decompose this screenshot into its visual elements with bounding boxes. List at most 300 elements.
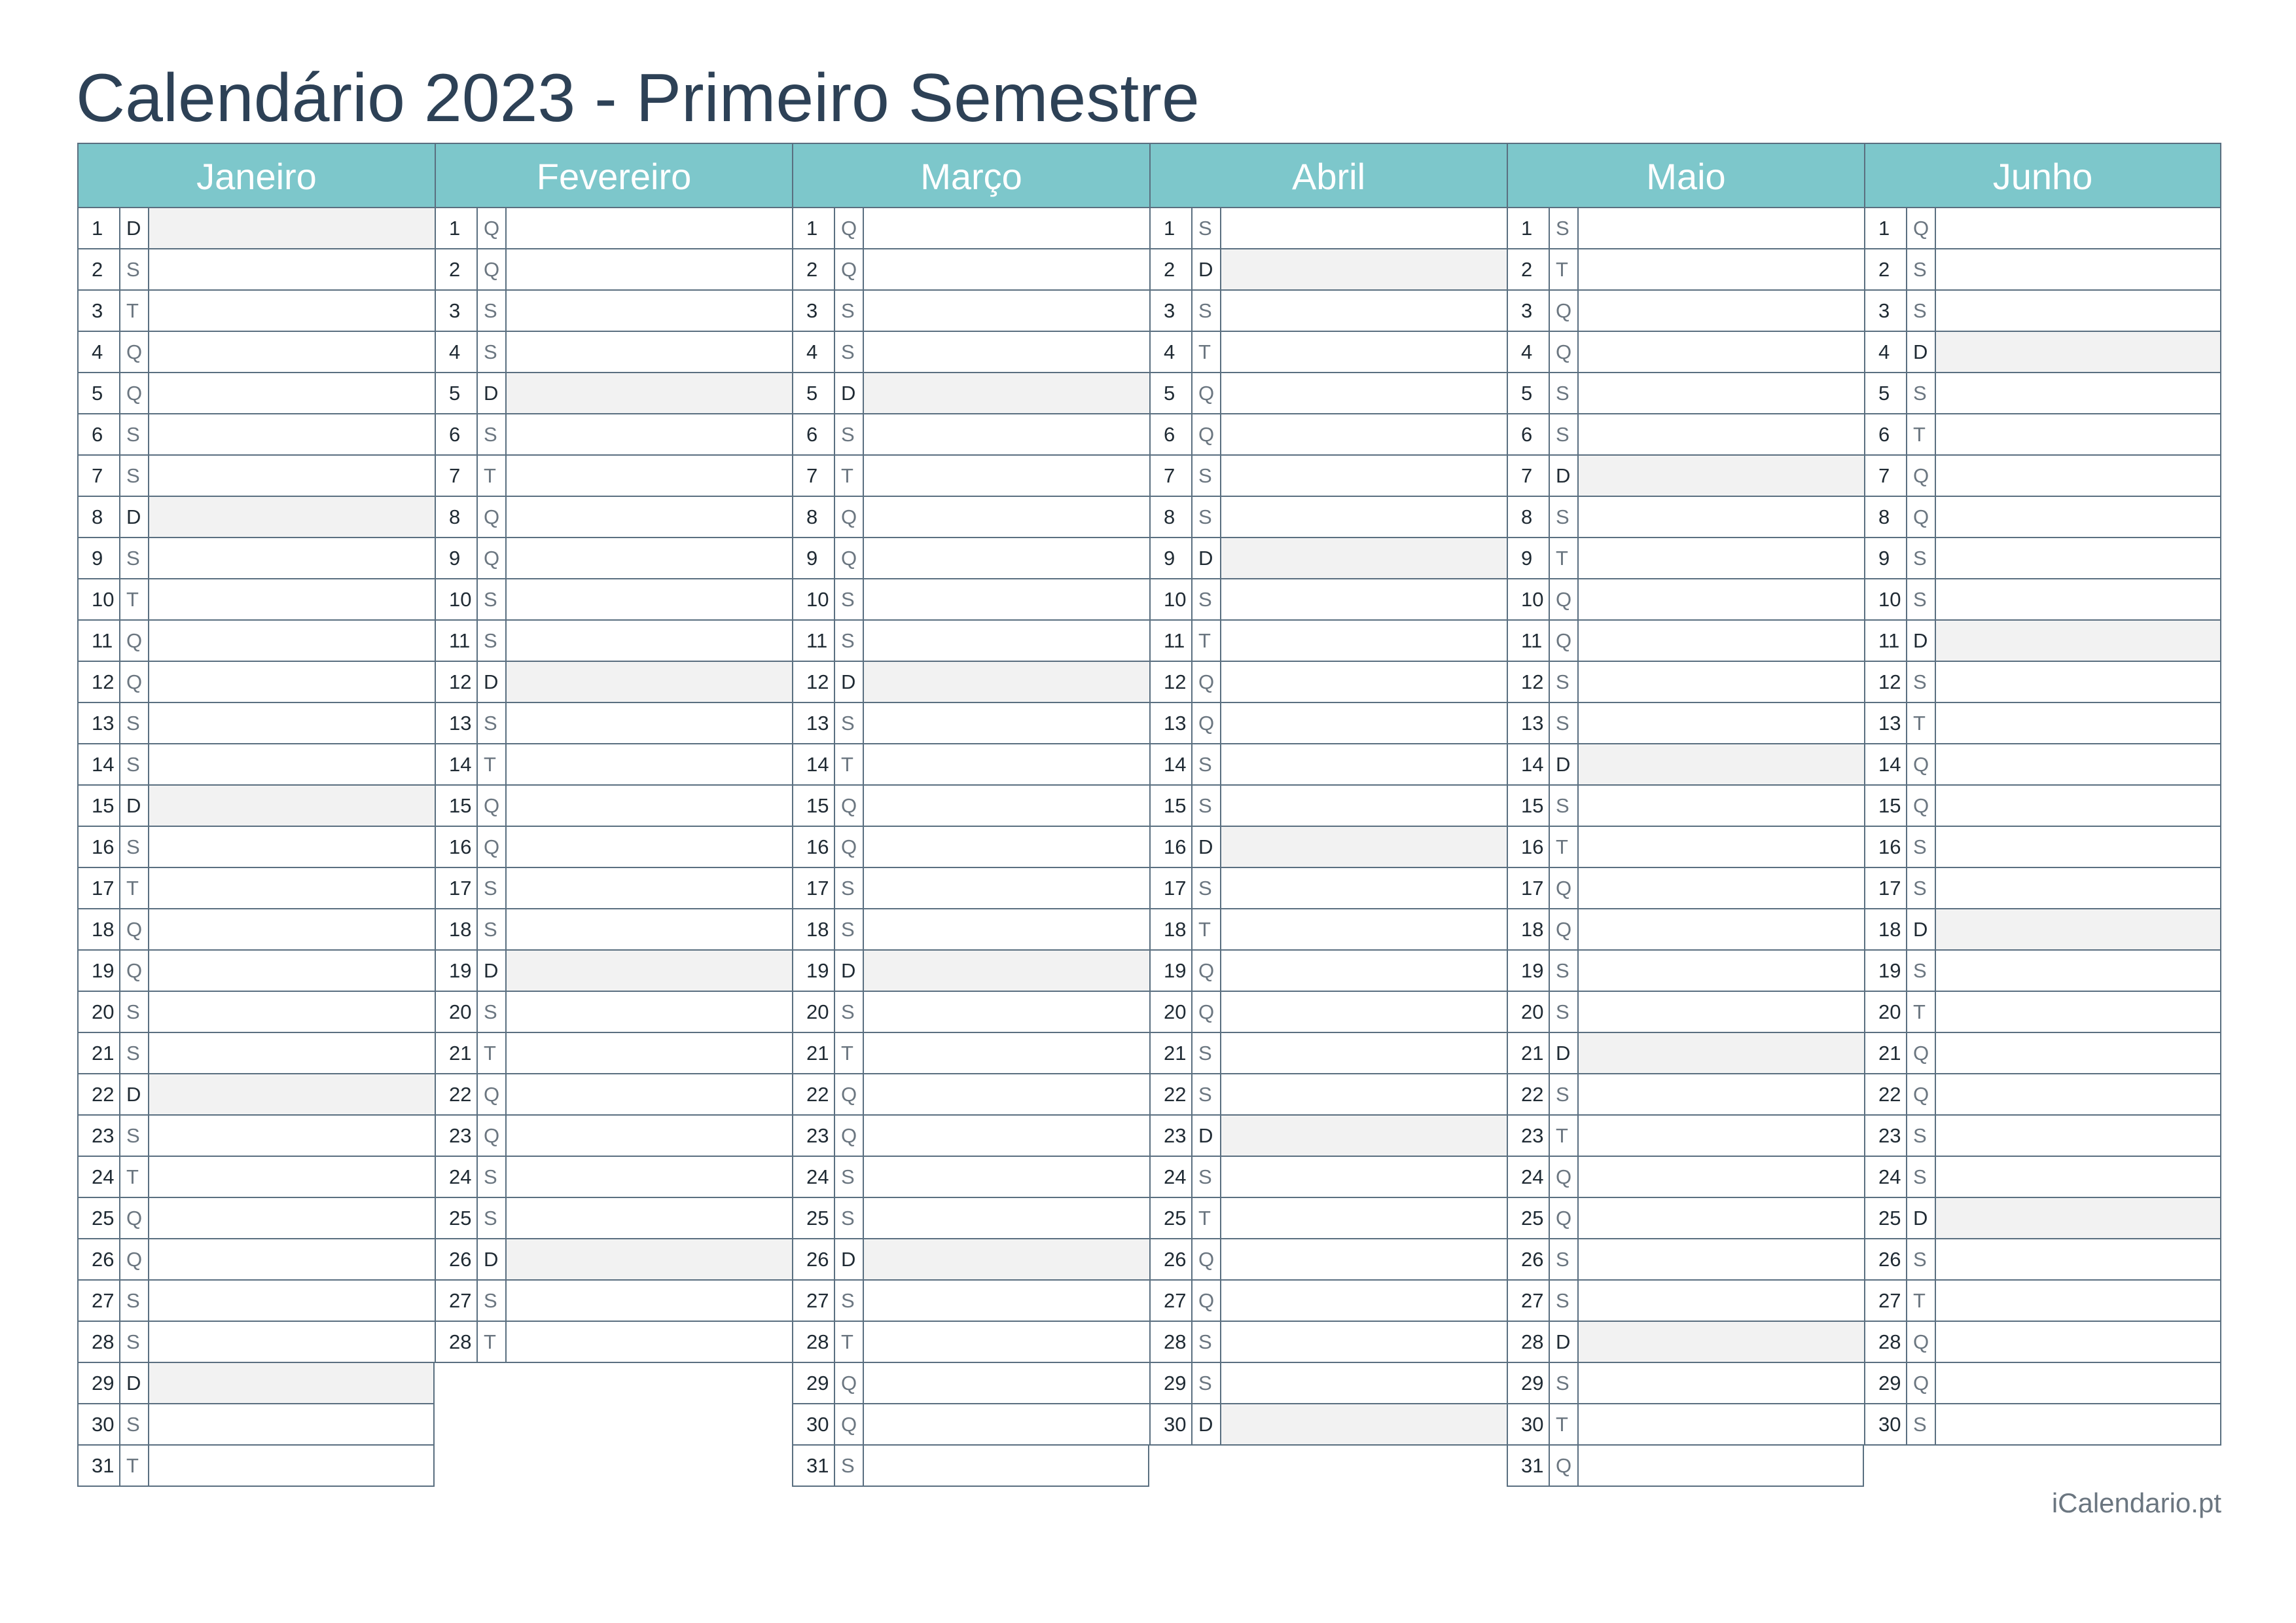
day-note-cell[interactable] — [1936, 291, 2220, 331]
day-note-cell[interactable] — [1579, 456, 1864, 496]
day-note-cell[interactable] — [864, 208, 1149, 248]
weekday-letter: S — [478, 868, 507, 908]
day-note-cell[interactable] — [507, 1157, 792, 1197]
day-note-cell[interactable] — [1579, 1116, 1864, 1156]
day-note-cell[interactable] — [507, 909, 792, 949]
day-number: 2 — [793, 249, 835, 289]
day-number: 9 — [1865, 538, 1907, 578]
month-column — [435, 143, 792, 1487]
day-note-cell[interactable] — [507, 456, 792, 496]
day-note-cell[interactable] — [864, 621, 1149, 661]
day-note-cell[interactable] — [1936, 868, 2220, 908]
day-number: 5 — [79, 373, 120, 413]
day-note-cell[interactable] — [507, 868, 792, 908]
day-note-cell[interactable] — [1936, 1074, 2220, 1114]
day-note-cell[interactable] — [1221, 1281, 1507, 1321]
weekday-letter: S — [1193, 1157, 1221, 1197]
day-note-cell[interactable] — [149, 786, 435, 826]
day-note-cell[interactable] — [1936, 1322, 2220, 1362]
day-number: 17 — [793, 868, 835, 908]
day-note-cell[interactable] — [149, 1198, 435, 1238]
day-note-cell[interactable] — [1221, 538, 1507, 578]
day-row — [792, 1404, 1149, 1446]
day-note-cell[interactable] — [1936, 909, 2220, 949]
day-number: 18 — [1508, 909, 1550, 949]
day-row — [435, 951, 792, 992]
day-note-cell[interactable] — [149, 621, 435, 661]
weekday-letter: S — [120, 992, 149, 1032]
day-note-cell[interactable] — [864, 827, 1149, 867]
day-note-cell[interactable] — [1936, 579, 2220, 619]
day-note-cell[interactable] — [149, 1363, 433, 1403]
day-row — [792, 662, 1149, 703]
day-number: 27 — [1865, 1281, 1907, 1321]
day-note-cell[interactable] — [149, 827, 435, 867]
day-note-cell[interactable] — [1221, 868, 1507, 908]
day-number: 6 — [1508, 414, 1550, 454]
day-note-cell[interactable] — [1936, 992, 2220, 1032]
day-row — [77, 249, 435, 291]
day-note-cell[interactable] — [1221, 414, 1507, 454]
day-note-cell[interactable] — [149, 1281, 435, 1321]
day-note-cell[interactable] — [1936, 249, 2220, 289]
day-note-cell[interactable] — [864, 662, 1149, 702]
weekday-letter: S — [1907, 951, 1936, 991]
weekday-letter: Q — [1193, 1239, 1221, 1279]
day-note-cell[interactable] — [1579, 497, 1864, 537]
day-note-cell[interactable] — [507, 1322, 792, 1362]
day-note-cell[interactable] — [149, 1116, 435, 1156]
day-note-cell[interactable] — [1936, 208, 2220, 248]
day-note-cell[interactable] — [864, 497, 1149, 537]
day-number: 29 — [793, 1363, 835, 1403]
day-note-cell[interactable] — [1221, 1116, 1507, 1156]
day-row — [435, 208, 792, 249]
day-note-cell[interactable] — [1221, 291, 1507, 331]
day-note-cell[interactable] — [864, 456, 1149, 496]
day-note-cell[interactable] — [1936, 1033, 2220, 1073]
day-number: 6 — [793, 414, 835, 454]
day-note-cell[interactable] — [1579, 1033, 1864, 1073]
day-note-cell[interactable] — [507, 744, 792, 784]
day-note-cell[interactable] — [507, 332, 792, 372]
day-note-cell[interactable] — [1221, 827, 1507, 867]
day-number: 29 — [1151, 1363, 1193, 1403]
day-note-cell[interactable] — [1221, 662, 1507, 702]
day-note-cell[interactable] — [1579, 1157, 1864, 1197]
day-note-cell[interactable] — [1579, 868, 1864, 908]
weekday-letter: S — [835, 1198, 864, 1238]
day-number: 23 — [793, 1116, 835, 1156]
day-note-cell[interactable] — [1221, 621, 1507, 661]
day-note-cell[interactable] — [149, 1446, 433, 1486]
day-note-cell[interactable] — [1221, 703, 1507, 743]
day-number: 25 — [793, 1198, 835, 1238]
day-note-cell[interactable] — [149, 456, 435, 496]
day-note-cell[interactable] — [864, 1322, 1149, 1362]
day-row — [1507, 1116, 1864, 1157]
weekday-letter: T — [120, 579, 149, 619]
day-note-cell[interactable] — [1936, 497, 2220, 537]
day-note-cell[interactable] — [507, 951, 792, 991]
weekday-letter: S — [1193, 579, 1221, 619]
day-note-cell[interactable] — [1936, 1157, 2220, 1197]
weekday-letter: S — [120, 1281, 149, 1321]
day-number: 12 — [436, 662, 478, 702]
day-note-cell[interactable] — [1579, 538, 1864, 578]
day-number: 31 — [1508, 1446, 1550, 1486]
day-number: 27 — [1508, 1281, 1550, 1321]
day-number: 25 — [1151, 1198, 1193, 1238]
day-note-cell[interactable] — [149, 662, 435, 702]
day-note-cell[interactable] — [507, 703, 792, 743]
day-note-cell[interactable] — [149, 1074, 435, 1114]
day-note-cell[interactable] — [1579, 579, 1864, 619]
month-header: Março — [792, 143, 1149, 208]
weekday-letter: S — [835, 621, 864, 661]
day-note-cell[interactable] — [1579, 1198, 1864, 1238]
day-row — [77, 703, 435, 744]
day-number: 16 — [1151, 827, 1193, 867]
day-number: 17 — [1151, 868, 1193, 908]
day-number: 19 — [1151, 951, 1193, 991]
day-note-cell[interactable] — [1221, 1322, 1507, 1362]
weekday-letter: T — [835, 456, 864, 496]
day-row — [435, 868, 792, 909]
day-row — [1507, 1074, 1864, 1116]
weekday-letter: S — [835, 703, 864, 743]
day-note-cell[interactable] — [1936, 1116, 2220, 1156]
day-number: 13 — [1508, 703, 1550, 743]
day-note-cell[interactable] — [1579, 992, 1864, 1032]
day-note-cell[interactable] — [1579, 1446, 1863, 1486]
day-note-cell[interactable] — [1221, 786, 1507, 826]
day-note-cell[interactable] — [864, 703, 1149, 743]
day-note-cell[interactable] — [149, 1157, 435, 1197]
day-note-cell[interactable] — [1936, 1239, 2220, 1279]
day-row — [435, 1116, 792, 1157]
day-note-cell[interactable] — [1936, 414, 2220, 454]
day-note-cell[interactable] — [864, 951, 1149, 991]
day-row — [1149, 373, 1507, 414]
day-note-cell[interactable] — [507, 992, 792, 1032]
day-note-cell[interactable] — [1579, 208, 1864, 248]
day-note-cell[interactable] — [864, 1198, 1149, 1238]
day-note-cell[interactable] — [149, 868, 435, 908]
day-note-cell[interactable] — [1936, 1404, 2220, 1444]
day-row — [77, 1281, 435, 1322]
day-note-cell[interactable] — [864, 373, 1149, 413]
day-number: 4 — [79, 332, 120, 372]
day-number: 8 — [79, 497, 120, 537]
day-note-cell[interactable] — [1221, 497, 1507, 537]
day-note-cell[interactable] — [1936, 538, 2220, 578]
weekday-letter: S — [1907, 579, 1936, 619]
weekday-letter: T — [1550, 827, 1579, 867]
day-note-cell[interactable] — [149, 249, 435, 289]
day-note-cell[interactable] — [1221, 1157, 1507, 1197]
day-note-cell[interactable] — [1579, 621, 1864, 661]
day-note-cell[interactable] — [1936, 951, 2220, 991]
day-note-cell[interactable] — [1936, 662, 2220, 702]
day-number: 24 — [793, 1157, 835, 1197]
day-note-cell[interactable] — [864, 1157, 1149, 1197]
weekday-letter: Q — [1907, 497, 1936, 537]
day-note-cell[interactable] — [1221, 1074, 1507, 1114]
day-note-cell[interactable] — [864, 1074, 1149, 1114]
day-number: 26 — [1151, 1239, 1193, 1279]
day-note-cell[interactable] — [1936, 703, 2220, 743]
day-note-cell[interactable] — [1579, 703, 1864, 743]
day-note-cell[interactable] — [1579, 1322, 1864, 1362]
day-note-cell[interactable] — [864, 1404, 1149, 1444]
day-number: 22 — [1508, 1074, 1550, 1114]
day-note-cell[interactable] — [864, 332, 1149, 372]
day-note-cell[interactable] — [149, 744, 435, 784]
weekday-letter: Q — [120, 332, 149, 372]
day-note-cell[interactable] — [864, 291, 1149, 331]
day-note-cell[interactable] — [149, 992, 435, 1032]
day-note-cell[interactable] — [1936, 1281, 2220, 1321]
day-note-cell[interactable] — [1579, 744, 1864, 784]
day-number: 21 — [793, 1033, 835, 1073]
day-number: 8 — [793, 497, 835, 537]
day-row — [1507, 621, 1864, 662]
day-note-cell[interactable] — [1936, 786, 2220, 826]
day-note-cell[interactable] — [149, 497, 435, 537]
day-note-cell[interactable] — [507, 414, 792, 454]
day-note-cell[interactable] — [864, 414, 1149, 454]
weekday-letter: D — [1193, 827, 1221, 867]
day-note-cell[interactable] — [149, 373, 435, 413]
day-number: 15 — [1508, 786, 1550, 826]
day-note-cell[interactable] — [507, 1033, 792, 1073]
day-number: 17 — [1508, 868, 1550, 908]
day-note-cell[interactable] — [864, 992, 1149, 1032]
weekday-letter: T — [1193, 909, 1221, 949]
day-note-cell[interactable] — [507, 1281, 792, 1321]
day-note-cell[interactable] — [1579, 1363, 1864, 1403]
day-note-cell[interactable] — [1221, 1198, 1507, 1238]
day-note-cell[interactable] — [507, 662, 792, 702]
day-number: 6 — [1151, 414, 1193, 454]
day-number: 11 — [793, 621, 835, 661]
day-note-cell[interactable] — [1936, 456, 2220, 496]
day-note-cell[interactable] — [507, 621, 792, 661]
day-number: 12 — [793, 662, 835, 702]
day-note-cell[interactable] — [149, 909, 435, 949]
day-row — [792, 1281, 1149, 1322]
day-note-cell[interactable] — [1579, 786, 1864, 826]
day-row — [77, 1033, 435, 1074]
day-note-cell[interactable] — [149, 951, 435, 991]
day-note-cell[interactable] — [149, 538, 435, 578]
day-note-cell[interactable] — [507, 538, 792, 578]
day-note-cell[interactable] — [1221, 1239, 1507, 1279]
day-note-cell[interactable] — [149, 1322, 435, 1362]
day-note-cell[interactable] — [1936, 827, 2220, 867]
day-note-cell[interactable] — [1221, 208, 1507, 248]
day-number: 16 — [79, 827, 120, 867]
day-note-cell[interactable] — [1936, 373, 2220, 413]
day-note-cell[interactable] — [864, 909, 1149, 949]
day-row — [77, 868, 435, 909]
day-note-cell[interactable] — [507, 786, 792, 826]
day-note-cell[interactable] — [1579, 291, 1864, 331]
day-note-cell[interactable] — [864, 1239, 1149, 1279]
weekday-letter: Q — [120, 621, 149, 661]
day-note-cell[interactable] — [1936, 621, 2220, 661]
day-note-cell[interactable] — [1221, 992, 1507, 1032]
weekday-letter: S — [1550, 497, 1579, 537]
day-note-cell[interactable] — [1221, 1363, 1507, 1403]
day-row — [435, 538, 792, 579]
day-note-cell[interactable] — [1936, 332, 2220, 372]
day-note-cell[interactable] — [149, 1404, 433, 1444]
day-number: 14 — [1865, 744, 1907, 784]
day-note-cell[interactable] — [1579, 909, 1864, 949]
weekday-letter: Q — [1907, 1322, 1936, 1362]
day-row — [1864, 786, 2221, 827]
day-row — [1864, 456, 2221, 497]
day-row — [1149, 786, 1507, 827]
day-number: 4 — [1151, 332, 1193, 372]
month-header: Junho — [1864, 143, 2221, 208]
day-note-cell[interactable] — [864, 868, 1149, 908]
weekday-letter: D — [120, 786, 149, 826]
weekday-letter: S — [835, 579, 864, 619]
day-note-cell[interactable] — [1579, 1281, 1864, 1321]
weekday-letter: D — [835, 1239, 864, 1279]
day-row — [1507, 909, 1864, 951]
day-row — [1149, 249, 1507, 291]
day-note-cell[interactable] — [507, 827, 792, 867]
day-note-cell[interactable] — [1579, 414, 1864, 454]
day-number: 21 — [1865, 1033, 1907, 1073]
day-row — [1864, 538, 2221, 579]
day-row — [1507, 538, 1864, 579]
day-number: 27 — [436, 1281, 478, 1321]
day-note-cell[interactable] — [149, 579, 435, 619]
day-number: 12 — [79, 662, 120, 702]
day-note-cell[interactable] — [507, 1116, 792, 1156]
weekday-letter: S — [1550, 951, 1579, 991]
day-note-cell[interactable] — [507, 497, 792, 537]
weekday-letter: S — [120, 538, 149, 578]
day-row — [1864, 208, 2221, 249]
day-row — [1507, 827, 1864, 868]
day-note-cell[interactable] — [149, 291, 435, 331]
day-note-cell[interactable] — [864, 786, 1149, 826]
day-row — [792, 1116, 1149, 1157]
day-note-cell[interactable] — [1221, 1404, 1507, 1444]
day-number: 5 — [436, 373, 478, 413]
day-number: 20 — [1508, 992, 1550, 1032]
day-number: 10 — [793, 579, 835, 619]
day-note-cell[interactable] — [1221, 744, 1507, 784]
weekday-letter: S — [120, 1033, 149, 1073]
day-note-cell[interactable] — [864, 538, 1149, 578]
day-note-cell[interactable] — [864, 1363, 1149, 1403]
day-note-cell[interactable] — [1579, 827, 1864, 867]
day-note-cell[interactable] — [1221, 579, 1507, 619]
day-row — [1149, 1033, 1507, 1074]
day-note-cell[interactable] — [864, 1033, 1149, 1073]
day-row — [435, 579, 792, 621]
day-number: 29 — [1508, 1363, 1550, 1403]
day-note-cell[interactable] — [149, 414, 435, 454]
day-note-cell[interactable] — [1579, 1404, 1864, 1444]
day-row — [792, 1033, 1149, 1074]
day-row — [1149, 291, 1507, 332]
day-note-cell[interactable] — [864, 1116, 1149, 1156]
weekday-letter: S — [1907, 538, 1936, 578]
day-note-cell[interactable] — [149, 208, 435, 248]
day-note-cell[interactable] — [149, 703, 435, 743]
day-row — [1864, 1116, 2221, 1157]
day-note-cell[interactable] — [1221, 909, 1507, 949]
day-note-cell[interactable] — [1579, 332, 1864, 372]
day-number: 9 — [793, 538, 835, 578]
weekday-letter: S — [1907, 1157, 1936, 1197]
day-row — [792, 1446, 1149, 1487]
day-note-cell[interactable] — [507, 1074, 792, 1114]
day-note-cell[interactable] — [1579, 249, 1864, 289]
day-note-cell[interactable] — [864, 1281, 1149, 1321]
day-note-cell[interactable] — [507, 579, 792, 619]
day-note-cell[interactable] — [1936, 1198, 2220, 1238]
day-note-cell[interactable] — [1579, 662, 1864, 702]
day-note-cell[interactable] — [1221, 373, 1507, 413]
day-note-cell[interactable] — [149, 1239, 435, 1279]
day-note-cell[interactable] — [1579, 951, 1864, 991]
day-note-cell[interactable] — [1936, 744, 2220, 784]
day-note-cell[interactable] — [149, 1033, 435, 1073]
day-note-cell[interactable] — [1221, 456, 1507, 496]
day-number: 23 — [436, 1116, 478, 1156]
day-note-cell[interactable] — [1221, 951, 1507, 991]
day-note-cell[interactable] — [1579, 373, 1864, 413]
weekday-letter: S — [1193, 1074, 1221, 1114]
weekday-letter: T — [478, 1322, 507, 1362]
day-note-cell[interactable] — [1936, 1363, 2220, 1403]
day-row — [1864, 868, 2221, 909]
day-note-cell[interactable] — [1221, 332, 1507, 372]
day-note-cell[interactable] — [1579, 1239, 1864, 1279]
weekday-letter: S — [835, 909, 864, 949]
weekday-letter: Q — [835, 827, 864, 867]
day-number: 3 — [1865, 291, 1907, 331]
day-note-cell[interactable] — [1221, 249, 1507, 289]
day-note-cell[interactable] — [507, 208, 792, 248]
day-note-cell[interactable] — [864, 249, 1149, 289]
day-note-cell[interactable] — [507, 291, 792, 331]
day-note-cell[interactable] — [864, 1446, 1148, 1486]
weekday-letter: Q — [835, 538, 864, 578]
day-note-cell[interactable] — [507, 373, 792, 413]
day-number: 7 — [1151, 456, 1193, 496]
day-row — [1864, 1404, 2221, 1446]
day-note-cell[interactable] — [149, 332, 435, 372]
day-note-cell[interactable] — [507, 249, 792, 289]
day-note-cell[interactable] — [864, 744, 1149, 784]
day-note-cell[interactable] — [1579, 1074, 1864, 1114]
weekday-letter: S — [835, 291, 864, 331]
day-note-cell[interactable] — [864, 579, 1149, 619]
day-note-cell[interactable] — [1221, 1033, 1507, 1073]
day-note-cell[interactable] — [507, 1239, 792, 1279]
day-note-cell[interactable] — [507, 1198, 792, 1238]
